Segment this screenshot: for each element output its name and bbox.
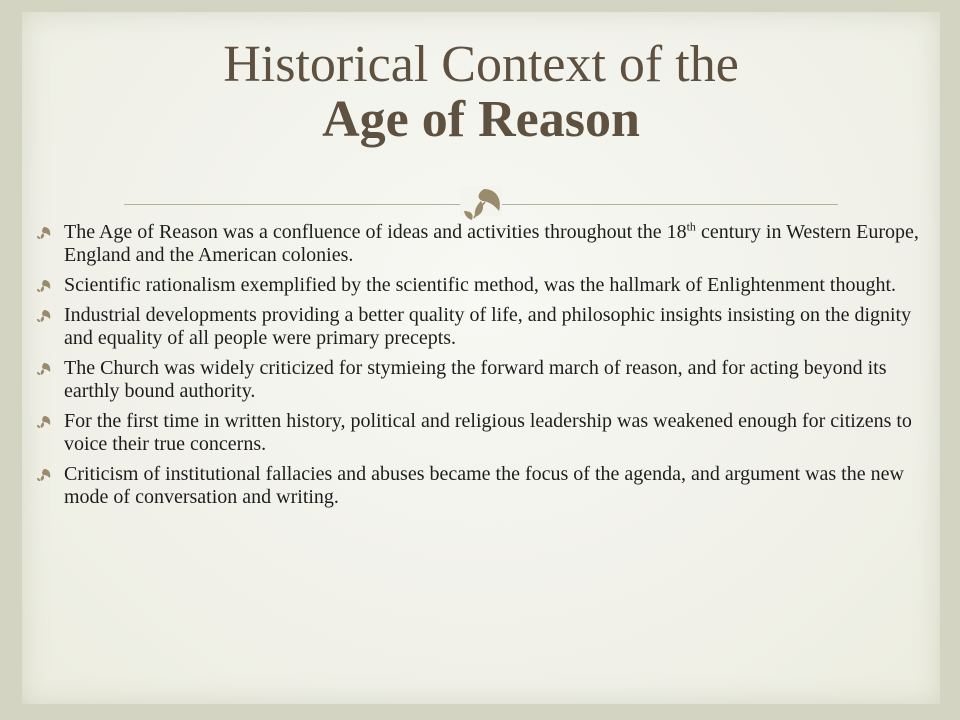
leaf-bullet-icon [36, 225, 52, 241]
leaf-bullet-icon [36, 278, 52, 294]
bullet-text: The Church was widely criticized for stymieing the forward march of reason, and for acting beyond its earthly bound authority. [64, 357, 887, 402]
slide-title [22, 36, 940, 149]
bullet-item [30, 463, 930, 509]
bullet-text: For the first time in written history, political and religious leadership was weakened enough for citizens to voice their true concerns. [64, 410, 912, 455]
bullet-superscript: th [686, 219, 696, 234]
leaf-bullet-icon [36, 308, 52, 324]
bullet-list [30, 221, 930, 516]
bullet-text: Scientific rationalism exemplified by the scientific method, was the hallmark of Enlightenment thought. [64, 274, 897, 296]
slide-title-line1: Historical Context of the [223, 36, 739, 93]
bullet-item [30, 221, 930, 267]
leaf-ornament-icon [454, 174, 508, 228]
bullet-item [30, 357, 930, 403]
bullet-text-part: The Age of Reason was a confluence of ideas and activities throughout the 18 [64, 221, 687, 243]
slide-title-line2: Age of Reason [322, 91, 640, 149]
bullet-item [30, 274, 930, 297]
leaf-bullet-icon [36, 414, 52, 430]
bullet-item [30, 304, 930, 350]
bullet-text: Criticism of institutional fallacies and abuses became the focus of the agenda, and argument was the new mode of conversation and writing. [64, 463, 904, 508]
slide-panel [22, 12, 940, 704]
bullet-text-part: century in Western Europe, England and the American colonies. [64, 221, 919, 266]
leaf-bullet-icon [36, 361, 52, 377]
bullet-item [30, 410, 930, 456]
bullet-text: Industrial developments providing a better quality of life, and philosophic insights insisting on the dignity and equality of all people were primary precepts. [64, 304, 912, 349]
leaf-bullet-icon [36, 467, 52, 483]
